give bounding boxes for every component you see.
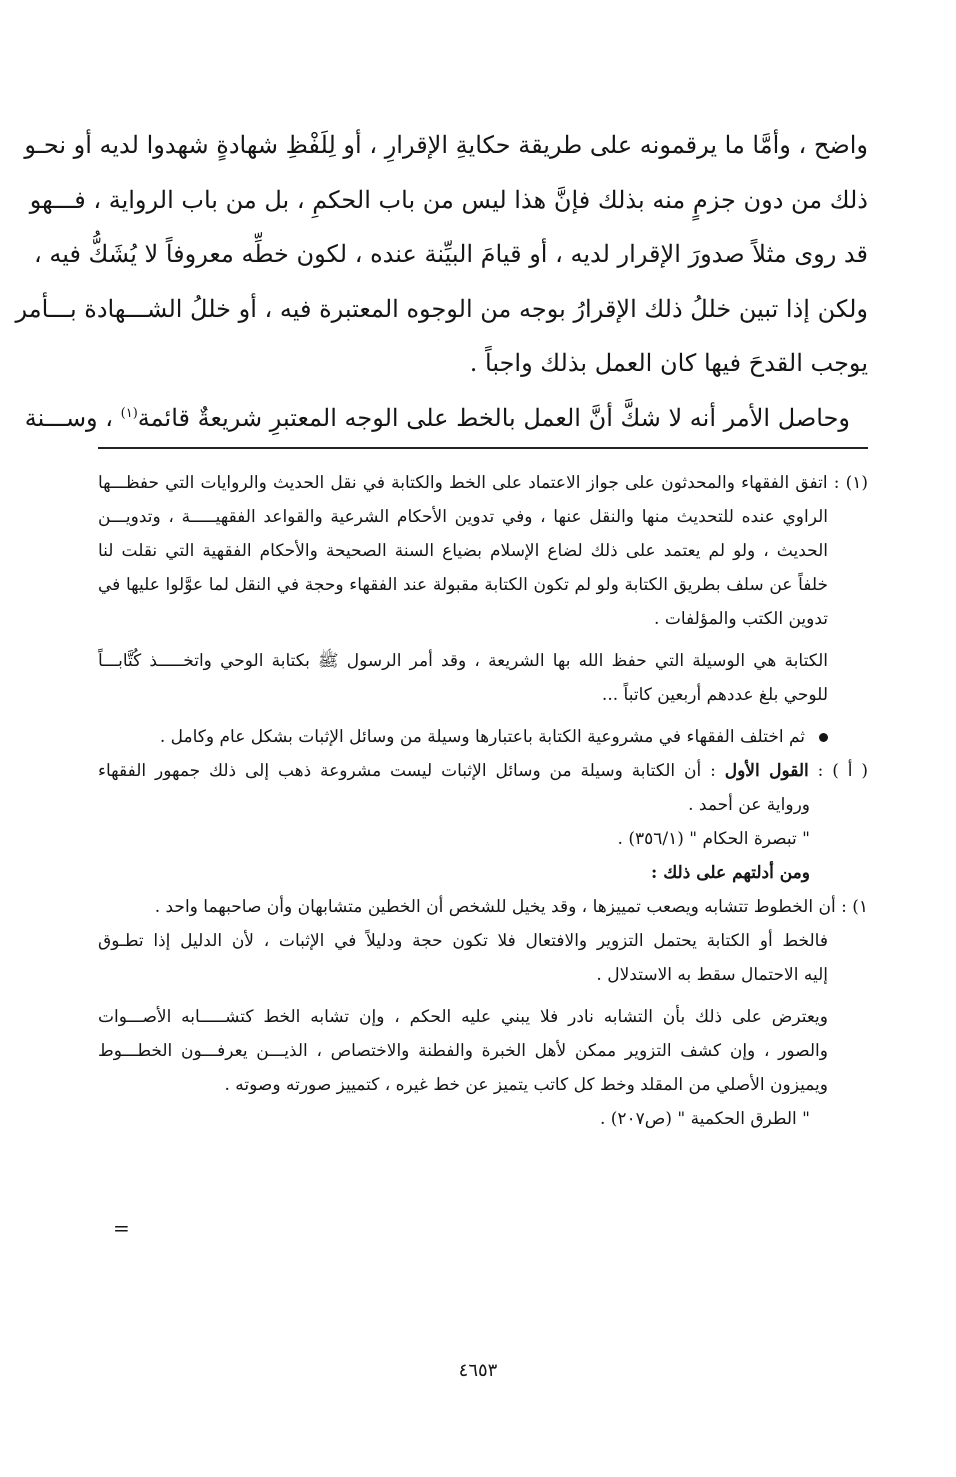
main-line xyxy=(24,391,868,446)
page-number: ٤٦٥٣ xyxy=(458,1360,498,1381)
footnote-line: ويعترض على ذلك بأن التشابه نادر فلا يبني عليه الحكم ، وإن تشابه الخط كتشـــــابه الأصـــوات xyxy=(98,1007,828,1027)
footnote-line: والصور ، وإن كشف التزوير ممكن لأهل الخبرة والفطنة والاختصاص ، الذيـــن يعرفـــون الخطـــوط xyxy=(98,1041,828,1061)
footnote-line: ويميزون الأصلي من المقلد وخط كل كاتب يتميز عن خط غيره ، كتمييز صورته وصوته . xyxy=(224,1075,828,1095)
main-line: واضح ، وأمَّا ما يرقمونه على طريقة حكايةِ الإقرارِ ، أو لِلَفْظِ شهادةٍ شهدوا لديه أو نحـو xyxy=(24,131,868,159)
footnotes xyxy=(98,466,868,1136)
main-text xyxy=(15,118,868,445)
footnote-line: الحديث ، ولو لم يعتمد على ذلك لضاع الإسلام بضياع السنة الصحيحة والأحكام الفقهية التي نقلت لنا xyxy=(98,541,828,561)
footnote-line: ورواية عن أحمد . xyxy=(688,795,810,815)
footnote-line: إليه الاحتمال سقط به الاستدلال . xyxy=(596,965,828,985)
footnote-line: ١) : أن الخطوط تتشابه ويصعب تمييزها ، وقد يخيل للشخص أن الخطين متشابهان وأن صاحبهما واحد . xyxy=(154,897,868,917)
first-opinion-label: القول الأول xyxy=(724,761,809,781)
bullet-item xyxy=(98,720,868,754)
bullet-text: ثم اختلف الفقهاء في مشروعية الكتابة باعتبارها وسيلة من وسائل الإثبات بشكل عام وكامل . xyxy=(159,727,805,747)
main-line: ولكن إذا تبين خللُ ذلك الإقرارُ بوجه من الوجوه المعتبرة فيه ، أو خللُ الشـــهادة بـــأمر xyxy=(15,294,868,323)
bullet-icon xyxy=(819,733,828,742)
footnote-separator xyxy=(98,447,868,449)
footnote-line: فالخط أو الكتابة يحتمل التزوير والافتعال فلا تكون حجة ودليلاً في الإثبات ، لأن الدليل إذا تطـوق xyxy=(98,931,828,951)
footnote-line: تدوين الكتب والمؤلفات . xyxy=(654,609,828,629)
citation: " تبصرة الحكام " (٣٥٦/١) . xyxy=(617,829,810,849)
item-label: ( أ ) : xyxy=(808,761,868,781)
main-line: ذلك من دون جزمٍ منه بذلك فإنَّ هذا ليس من باب الحكمِ ، بل من باب الرواية ، فـــهو xyxy=(29,185,868,214)
citation: " الطرق الحكمية " (ص٢٠٧) . xyxy=(599,1109,810,1129)
footnote-line: الراوي عنده للتحديث منها والنقل عنها ، وفي تدوين الأحكام الشرعية والقواعد الفقهيـــــة ، وتدويـــن xyxy=(98,507,828,527)
item-text: : أن الكتابة وسيلة من وسائل الإثبات ليست مشروعة ذهب إلى ذلك جمهور الفقهاء xyxy=(98,761,725,781)
section-heading: ومن أدلتهم على ذلك : xyxy=(651,863,810,883)
main-line: قد روى مثلاً صدورَ الإقرار لديه ، أو قيامَ البيِّنة عنده ، لكون خطِّه معروفاً لا يُشَكُّ فيه ، xyxy=(33,240,868,268)
footnote-line: خلفاً عن سلف بطريق الكتابة ولو لم تكون الكتابة مقبولة عند الفقهاء وحجة في النقل لما عوَّلوا عليها في xyxy=(98,575,828,595)
footnote-line: (١) : اتفق الفقهاء والمحدثون على جواز الاعتماد على الخط والكتابة في نقل الحديث والروايات التي حفظـــها xyxy=(98,473,868,493)
main-line: يوجب القدحَ فيها كان العمل بذلك واجباً . xyxy=(469,349,868,377)
continuation-mark: = xyxy=(113,1216,130,1240)
footnote-reference[interactable]: (١) xyxy=(120,405,138,421)
main-line-text: ، وســـنة xyxy=(24,403,121,432)
footnote-line: الكتابة هي الوسيلة التي حفظ الله بها الشريعة ، وقد أمر الرسول ﷺ بكتابة الوحي واتخـــــذ كُتَّابـــاً xyxy=(98,651,828,671)
main-line-text: وحاصل الأمر أنه لا شكَّ أنَّ العمل بالخط على الوجه المعتبرِ شريعةٌ قائمة xyxy=(137,403,850,432)
footnote-line xyxy=(98,754,868,788)
footnote-line: للوحي بلغ عددهم أربعين كاتباً ... xyxy=(601,685,828,705)
